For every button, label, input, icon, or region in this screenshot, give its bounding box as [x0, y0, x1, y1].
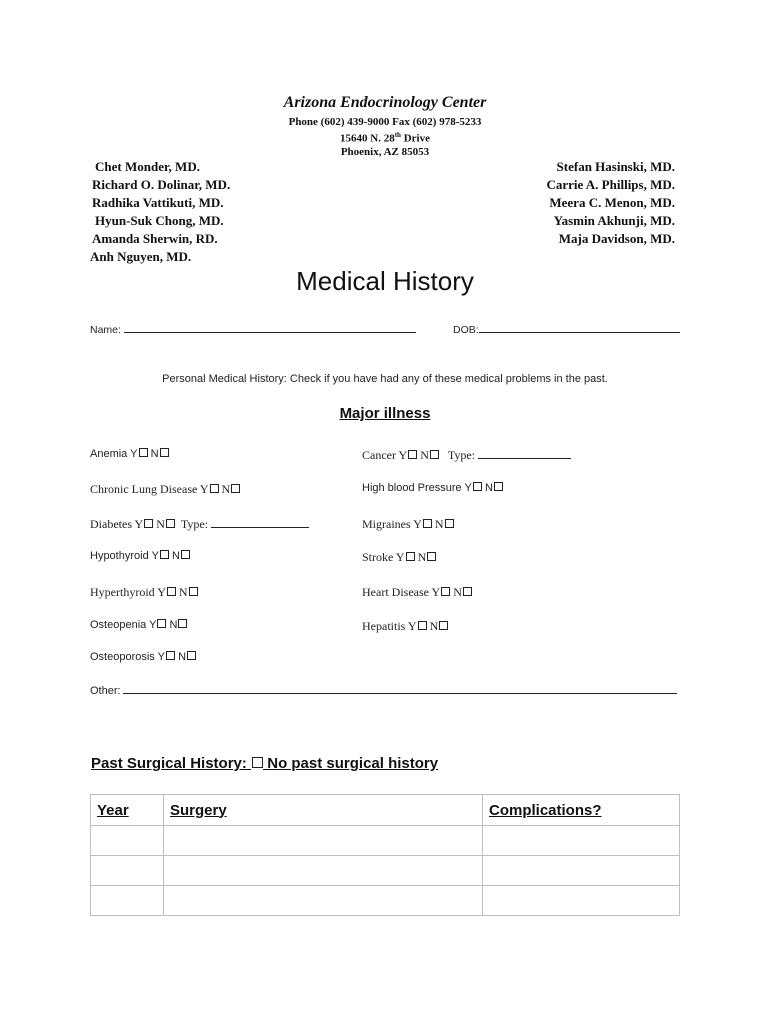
item-label: High blood Pressure: [362, 482, 462, 494]
yes-checkbox[interactable]: [473, 482, 482, 491]
no-label: N: [434, 517, 444, 531]
no-checkbox[interactable]: [439, 621, 448, 630]
no-label: N: [429, 619, 439, 633]
surgery-table: [90, 794, 680, 916]
surgical-history-heading: [91, 755, 438, 772]
yes-label: Y: [149, 619, 157, 631]
no-label: N: [221, 482, 231, 496]
name-input-line[interactable]: [124, 322, 416, 333]
major-illness-heading: Major illness: [339, 405, 431, 422]
yes-label: Y: [398, 448, 408, 462]
complications-cell[interactable]: [483, 886, 680, 916]
yes-label: Y: [199, 482, 209, 496]
item-label: Hyperthyroid: [90, 585, 155, 599]
yes-label: Y: [431, 585, 441, 599]
item-chronic-lung: [90, 482, 240, 497]
clinic-phone-fax: Phone (602) 439-9000 Fax (602) 978-5233: [288, 116, 482, 128]
type-label: Type:: [447, 448, 476, 462]
table-row: [91, 856, 680, 886]
no-label: N: [420, 448, 429, 462]
address-number: 15640 N. 28: [340, 132, 395, 145]
no-label: N: [169, 619, 178, 631]
item-migraines: [362, 517, 454, 532]
yes-checkbox[interactable]: [423, 519, 432, 528]
no-checkbox[interactable]: [166, 519, 175, 528]
yes-label: Y: [151, 550, 159, 562]
item-diabetes: [90, 517, 309, 532]
address-street: Drive: [400, 132, 430, 145]
no-label: N: [171, 550, 180, 562]
surgery-cell[interactable]: [164, 826, 483, 856]
yes-label: Y: [464, 482, 472, 494]
item-label: Stroke: [362, 550, 394, 564]
item-label: Migraines: [362, 517, 411, 531]
clinic-name: Arizona Endocrinology Center: [283, 94, 487, 111]
no-label: N: [484, 482, 493, 494]
yes-label: Y: [134, 517, 144, 531]
doctors-left-list: [92, 158, 230, 266]
item-label: Anemia: [90, 448, 128, 460]
dob-field-row: [453, 322, 680, 336]
doctor-name: Hyun-Suk Chong, MD.: [95, 213, 224, 228]
clinic-city: Phoenix, AZ 85053: [340, 146, 430, 158]
no-checkbox[interactable]: [187, 651, 196, 660]
yes-checkbox[interactable]: [210, 484, 219, 493]
doctor-name: Amanda Sherwin, RD.: [92, 231, 218, 246]
yes-checkbox[interactable]: [167, 587, 176, 596]
doctor-name: Yasmin Akhunji, MD.: [553, 213, 675, 228]
no-checkbox[interactable]: [181, 550, 190, 559]
year-cell[interactable]: [91, 856, 164, 886]
item-anemia: [90, 448, 169, 460]
dob-label: DOB:: [453, 324, 479, 336]
item-osteoporosis: [90, 651, 196, 663]
address-ordinal-suffix: th: [394, 131, 401, 139]
yes-checkbox[interactable]: [441, 587, 450, 596]
item-label: Hepatitis: [362, 619, 406, 633]
doctor-name: Carrie A. Phillips, MD.: [546, 177, 675, 192]
doctor-name: Stefan Hasinski, MD.: [556, 159, 675, 174]
no-surgical-history-checkbox[interactable]: [252, 757, 263, 768]
yes-checkbox[interactable]: [139, 448, 148, 457]
yes-checkbox[interactable]: [157, 619, 166, 628]
doctors-right-list: [546, 158, 675, 248]
item-hepatitis: [362, 619, 448, 634]
no-label: N: [178, 651, 187, 663]
item-label: Osteopenia: [90, 619, 147, 631]
year-cell[interactable]: [91, 886, 164, 916]
yes-label: Y: [157, 651, 166, 663]
type-label: Type:: [180, 517, 209, 531]
yes-label: Y: [413, 517, 422, 531]
item-cancer: [362, 448, 571, 463]
no-checkbox[interactable]: [445, 519, 454, 528]
no-label: N: [453, 585, 462, 599]
no-checkbox[interactable]: [463, 587, 472, 596]
item-label: Hypothyroid: [90, 550, 149, 562]
name-field-row: [90, 322, 416, 336]
item-high-bp: [362, 482, 503, 494]
surgical-heading-option: No past surgical history: [267, 755, 439, 772]
year-cell[interactable]: [91, 826, 164, 856]
name-label: Name:: [90, 324, 121, 336]
item-label: Chronic Lung Disease: [90, 482, 198, 496]
doctor-name: Radhika Vattikuti, MD.: [92, 195, 224, 210]
dob-input-line[interactable]: [479, 322, 680, 333]
yes-checkbox[interactable]: [144, 519, 153, 528]
other-label: Other:: [90, 685, 121, 697]
no-checkbox[interactable]: [178, 619, 187, 628]
table-row: [91, 826, 680, 856]
surgery-cell[interactable]: [164, 886, 483, 916]
item-hypothyroid: [90, 550, 190, 562]
item-label: Diabetes: [90, 517, 132, 531]
form-title: Medical History: [296, 266, 474, 296]
no-label: N: [156, 517, 165, 531]
column-header-surgery: Surgery: [164, 795, 483, 826]
surgical-heading-prefix: Past Surgical History:: [91, 755, 247, 772]
no-checkbox[interactable]: [430, 450, 439, 459]
doctor-name: Richard O. Dolinar, MD.: [92, 177, 231, 192]
item-osteopenia: [90, 619, 187, 631]
yes-label: Y: [407, 619, 417, 633]
other-input-line[interactable]: [123, 683, 677, 694]
table-row: [91, 886, 680, 916]
doctor-name: Anh Nguyen, MD.: [90, 249, 192, 264]
yes-checkbox[interactable]: [406, 552, 415, 561]
doctor-name: Chet Monder, MD.: [95, 159, 200, 174]
item-heart-disease: [362, 585, 472, 600]
item-label: Osteoporosis: [90, 651, 155, 663]
surgery-cell[interactable]: [164, 856, 483, 886]
yes-checkbox[interactable]: [418, 621, 427, 630]
no-checkbox[interactable]: [494, 482, 503, 491]
other-field-row: [90, 683, 677, 697]
table-header-row: [91, 795, 680, 826]
item-stroke: [362, 550, 436, 565]
yes-label: Y: [130, 448, 138, 460]
no-checkbox[interactable]: [160, 448, 169, 457]
no-checkbox[interactable]: [189, 587, 198, 596]
no-label: N: [150, 448, 159, 460]
no-label: N: [178, 585, 188, 599]
yes-checkbox[interactable]: [160, 550, 169, 559]
no-label: N: [417, 550, 427, 564]
column-header-year: Year: [91, 795, 164, 826]
item-label: Cancer: [362, 448, 396, 462]
yes-label: Y: [395, 550, 405, 564]
diabetes-type-input-line[interactable]: [211, 517, 309, 528]
yes-checkbox[interactable]: [166, 651, 175, 660]
no-checkbox[interactable]: [231, 484, 240, 493]
instruction-text: Personal Medical History: Check if you have had any of these medical problems in the past.: [162, 373, 608, 385]
item-hyperthyroid: [90, 585, 198, 600]
cancer-type-input-line[interactable]: [478, 448, 571, 459]
complications-cell[interactable]: [483, 856, 680, 886]
item-label: Heart Disease: [362, 585, 429, 599]
complications-cell[interactable]: [483, 826, 680, 856]
yes-checkbox[interactable]: [408, 450, 417, 459]
doctor-name: Maja Davidson, MD.: [558, 231, 675, 246]
yes-label: Y: [157, 585, 166, 599]
column-header-complications: Complications?: [483, 795, 680, 826]
no-checkbox[interactable]: [427, 552, 436, 561]
doctor-name: Meera C. Menon, MD.: [549, 195, 675, 210]
clinic-address: [0, 131, 770, 145]
